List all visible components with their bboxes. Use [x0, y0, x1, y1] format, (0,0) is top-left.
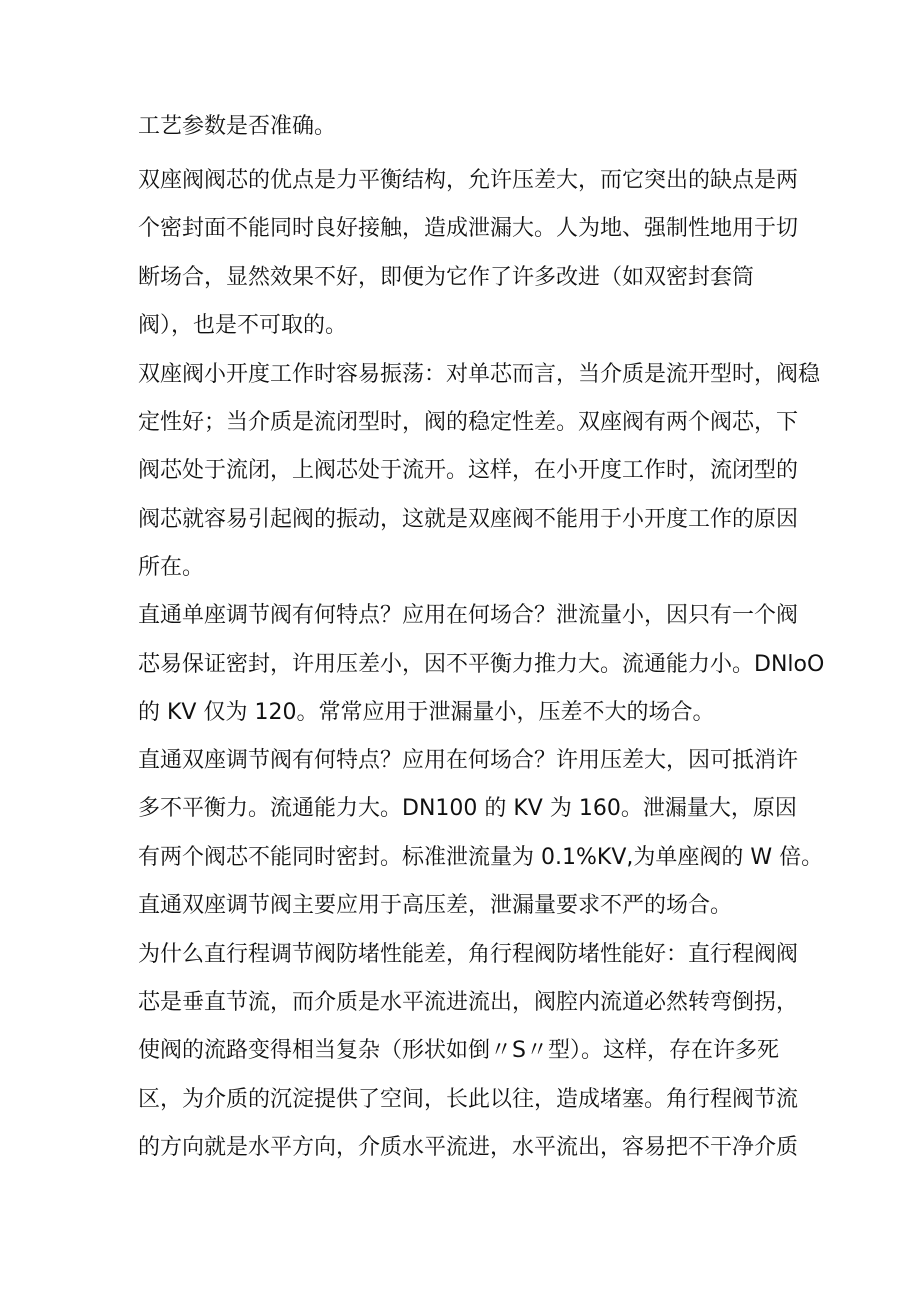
- text-line: 双座阀阀芯的优点是力平衡结构，允许压差大，而它突出的缺点是两: [138, 168, 799, 193]
- text-line: 的 KV 仅为 120。常常应用于泄漏量小，压差不大的场合。: [138, 700, 715, 725]
- text-line: 区，为介质的沉淀提供了空间，长此以往，造成堵塞。角行程阀节流: [138, 1087, 799, 1112]
- text-line: 工艺参数是否准确。: [138, 114, 337, 139]
- text-line: 双座阀小开度工作时容易振荡：对单芯而言，当介质是流开型时，阀稳: [138, 362, 821, 387]
- text-line: 阀芯处于流闭，上阀芯处于流开。这样，在小开度工作时，流闭型的: [138, 458, 799, 483]
- text-line: 芯易保证密封，许用压差小，因不平衡力推力大。流通能力小。DNloO: [138, 652, 825, 677]
- text-line: 为什么直行程调节阀防堵性能差，角行程阀防堵性能好：直行程阀阀: [138, 942, 799, 967]
- text-line: 使阀的流路变得相当复杂（形状如倒〃S〃型）。这样，存在许多死: [138, 1038, 779, 1063]
- text-line: 直通单座调节阀有何特点？应用在何场合？泄流量小，因只有一个阀: [138, 603, 799, 628]
- text-line: 直通双座调节阀主要应用于高压差，泄漏量要求不严的场合。: [138, 893, 733, 918]
- text-line: 的方向就是水平方向，介质水平流进，水平流出，容易把不干净介质: [138, 1135, 799, 1160]
- text-line: 芯是垂直节流，而介质是水平流进流出，阀腔内流道必然转弯倒拐，: [138, 990, 799, 1015]
- text-line: 断场合，显然效果不好，即便为它作了许多改进（如双密封套筒: [138, 265, 755, 290]
- text-line: 个密封面不能同时良好接触，造成泄漏大。人为地、强制性地用于切: [138, 216, 799, 241]
- text-line: 多不平衡力。流通能力大。DN100 的 KV 为 160。泄漏量大，原因: [138, 796, 797, 821]
- text-line: 直通双座调节阀有何特点？应用在何场合？许用压差大，因可抵消许: [138, 748, 799, 773]
- text-line: 所在。: [138, 555, 205, 580]
- text-line: 有两个阀芯不能同时密封。标准泄流量为 0.1%KV,为单座阀的 W 倍。: [138, 845, 824, 870]
- text-line: 定性好；当介质是流闭型时，阀的稳定性差。双座阀有两个阀芯，下: [138, 410, 799, 435]
- text-line: 阀芯就容易引起阀的振动，这就是双座阀不能用于小开度工作的原因: [138, 507, 799, 532]
- text-line: 阀），也是不可取的。: [138, 313, 348, 338]
